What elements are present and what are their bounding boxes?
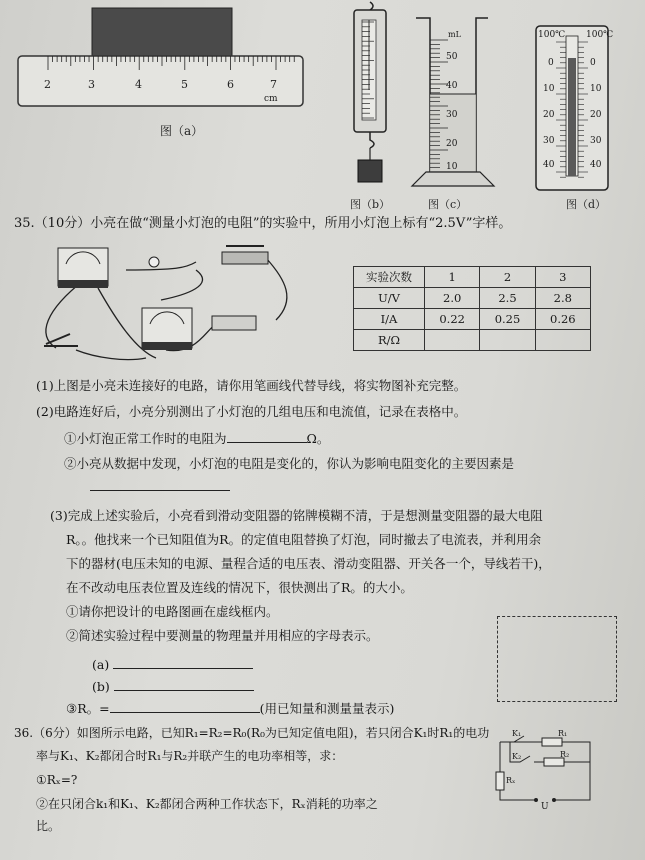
cylinder-unit: mL: [448, 30, 461, 39]
answer-blank-rx[interactable]: [110, 700, 260, 713]
table-cell[interactable]: [480, 330, 535, 351]
answer-blank-a[interactable]: [113, 656, 253, 669]
q35-part3-b: [92, 678, 254, 695]
ruler-tick-4: 4: [135, 78, 142, 91]
label-b: (b): [92, 679, 110, 694]
answer-blank-b[interactable]: [114, 678, 254, 691]
table-cell: 2.0: [425, 288, 480, 309]
circuit-drawing-box[interactable]: [497, 616, 617, 702]
q35-part3-a: [92, 656, 253, 673]
thermo-right-tick-10: 10: [590, 84, 602, 94]
table-cell[interactable]: [425, 330, 480, 351]
cylinder-tick-10: 10: [446, 162, 458, 172]
rx-label: ③R。=: [66, 701, 110, 716]
spring-scale-figure: [340, 0, 400, 195]
q35-part2-2: ②小亮从数据中发现，小灯泡的电阻是变化的，你认为影响电阻变化的主要因素是: [64, 456, 515, 471]
figure-c-caption: 图（c）: [428, 198, 468, 211]
cylinder-tick-30: 30: [446, 110, 458, 120]
table-cell: U/V: [354, 288, 425, 309]
ruler-tick-3: 3: [88, 78, 95, 91]
r2-resistor: [544, 758, 564, 766]
k2-label: K₂: [512, 752, 522, 761]
q35-data-table: [353, 266, 591, 351]
u-label: U: [541, 802, 549, 812]
thermo-left-label: 100℃: [538, 30, 566, 40]
thermometer-liquid: [568, 58, 576, 176]
answer-blank-factor[interactable]: [90, 478, 230, 491]
table-cell: 3: [535, 267, 590, 288]
table-cell: 实验次数: [354, 267, 425, 288]
q35-part2-1: [64, 430, 329, 447]
q35-circuit-photo: [36, 240, 326, 370]
ruler-tick-6: 6: [227, 78, 234, 91]
q36-line5: 比。: [36, 819, 61, 833]
table-cell: 0.22: [425, 309, 480, 330]
ruler-figure: [10, 0, 310, 130]
r1-label: R₁: [558, 729, 568, 738]
ruler-unit: cm: [264, 94, 278, 104]
cylinder-tick-50: 50: [446, 52, 458, 62]
table-row: [354, 309, 591, 330]
ruler-tick-5: 5: [181, 78, 188, 91]
thermo-right-tick-20: 20: [590, 110, 602, 120]
q36-line1: 36.（6分）如图所示电路，已知R₁=R₂=R₀(R₀为已知定值电阻)，若只闭合K₁时R₁的电功: [14, 726, 490, 740]
rheostat: [222, 252, 268, 264]
thermo-left-tick-20: 20: [543, 110, 555, 120]
table-cell: 0.25: [480, 309, 535, 330]
table-row: [354, 288, 591, 309]
q36-circuit-diagram: [490, 730, 600, 812]
table-cell: 0.26: [535, 309, 590, 330]
q35-part3-2: ②简述实验过程中要测量的物理量并用相应的字母表示。: [66, 628, 379, 643]
ruler-body: [18, 56, 303, 106]
q35-part1: (1)上图是小亮未连接好的电路，请你用笔画线代替导线，将实物图补充完整。: [36, 378, 467, 393]
q35-part3-line4: 在不改动电压表位置及连线的情况下，很快测出了R。的大小。: [66, 580, 413, 595]
table-cell: 1: [425, 267, 480, 288]
cylinder-tick-20: 20: [446, 139, 458, 149]
q35-part2-1-text: ①小灯泡正常工作时的电阻为: [64, 431, 227, 446]
r2-label: R₂: [560, 750, 570, 759]
measured-block: [92, 8, 232, 56]
table-cell: 2.5: [480, 288, 535, 309]
table-row: [354, 267, 591, 288]
thermo-right-tick-40: 40: [590, 160, 602, 170]
q36-line2: 率与K₁、K₂都闭合时R₁与R₂并联产生的电功率相等，求：: [36, 749, 344, 763]
thermo-right-label: 100℃: [586, 30, 614, 40]
q35-header: 35.（10分）小亮在做“测量小灯泡的电阻”的实验中，所用小灯泡上标有“2.5V”字样。: [14, 216, 512, 231]
table-cell: I/A: [354, 309, 425, 330]
q35-part3-1: ①请你把设计的电路图画在虚线框内。: [66, 604, 279, 619]
q35-part3-line2: R。。他找来一个已知阻值为R。的定值电阻替换了灯泡，同时撤去了电流表，并利用余: [66, 532, 542, 547]
ruler-tick-7: 7: [270, 78, 277, 91]
answer-blank-resistance[interactable]: [227, 430, 307, 443]
lamp: [149, 257, 159, 267]
hanging-weight: [358, 160, 382, 182]
q35-part3-3: [66, 700, 394, 717]
thermo-right-tick-30: 30: [590, 136, 602, 146]
q35-part2-1-unit: Ω。: [306, 431, 330, 446]
q36-line3: ①Rₓ=?: [36, 773, 78, 787]
rx-hint: (用已知量和测量量表示): [259, 701, 395, 716]
figure-d-caption: 图（d）: [566, 198, 607, 211]
q35-part3-line3: 下的器材(电压未知的电源、量程合适的电压表、滑动变阻器、开关各一个，导线若干)，: [66, 556, 551, 571]
table-cell: 2: [480, 267, 535, 288]
figure-a-caption: 图（a）: [160, 124, 204, 138]
table-row: [354, 330, 591, 351]
thermo-right-tick-0: 0: [590, 58, 596, 68]
thermo-left-tick-40: 40: [543, 160, 555, 170]
rx-circuit-label: Rₓ: [506, 776, 516, 785]
ruler-tick-2: 2: [44, 78, 51, 91]
switch: [44, 334, 78, 346]
label-a: (a): [92, 657, 110, 672]
thermo-left-tick-30: 30: [543, 136, 555, 146]
k1-label: K₁: [512, 729, 522, 738]
rx-resistor: [496, 772, 504, 790]
figure-b-caption: 图（b）: [350, 198, 391, 211]
thermo-left-tick-10: 10: [543, 84, 555, 94]
q36-line4: ②在只闭合k₁和K₁、K₂都闭合两种工作状态下，Rₓ消耗的功率之: [36, 797, 378, 811]
q35-part2: (2)电路连好后，小亮分别测出了小灯泡的几组电压和电流值，记录在表格中。: [36, 404, 467, 419]
table-cell[interactable]: [535, 330, 590, 351]
battery: [212, 316, 256, 330]
cylinder-tick-40: 40: [446, 81, 458, 91]
table-cell: 2.8: [535, 288, 590, 309]
table-cell: R/Ω: [354, 330, 425, 351]
q35-part3-line1: (3)完成上述实验后，小亮看到滑动变阻器的铭牌模糊不清，于是想测量变阻器的最大电阻: [50, 508, 543, 523]
thermo-left-tick-0: 0: [548, 58, 554, 68]
r1-resistor: [542, 738, 562, 746]
